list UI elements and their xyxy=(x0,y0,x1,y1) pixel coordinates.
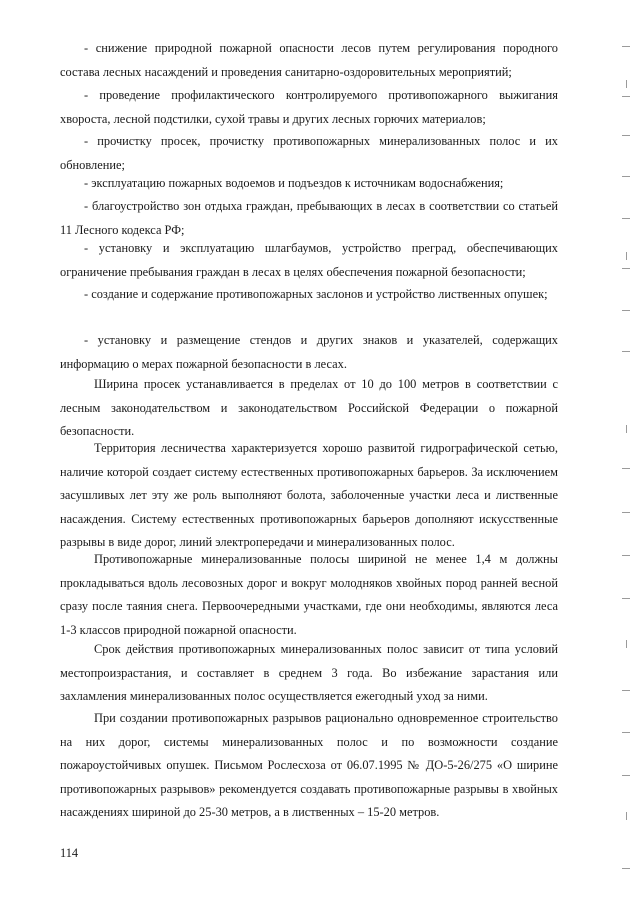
list-item: - прочистку просек, прочистку противопожарных минерализованных полос и их обновление; xyxy=(60,134,558,172)
page-number: 114 xyxy=(60,846,79,860)
paragraph: Территория лесничества характеризуется хорошо развитой гидрографической сетью, наличие которой создает систему естественных противопожарных барьеров. За исключением засушливых лет эту же роль выполняют болота, заболоченные участки леса и лиственные насаждения. Систему естественных противопожарных барьеров дополняют искусственные разрывы в виде дорог, линий электропередачи и минерализованных полос. xyxy=(60,441,558,550)
paragraph: Ширина просек устанавливается в пределах от 10 до 100 метров в соответствии с лесным законодательством и законодательством Российской Федерации о пожарной безопасности. xyxy=(60,377,558,439)
list-item: - создание и содержание противопожарных заслонов и устройство лиственных опушек; xyxy=(84,287,548,301)
list-item: - благоустройство зон отдыха граждан, пребывающих в лесах в соответствии со статьей 11 Лесного кодекса РФ; xyxy=(60,199,558,237)
paragraph: Противопожарные минерализованные полосы шириной не менее 1,4 м должны прокладываться вдоль лесовозных дорог и вокруг молодняков хвойных пород ранней весной сразу после таяния снега. Первоочередными участками, где они необходимы, являются леса 1-3 классов природной пожарной опасности. xyxy=(60,552,558,637)
list-item: - установку и эксплуатацию шлагбаумов, устройство преград, обеспечивающих ограничение пребывания граждан в лесах в целях обеспечения пожарной безопасности; xyxy=(60,241,558,279)
list-item: - эксплуатацию пожарных водоемов и подъездов к источникам водоснабжения; xyxy=(84,176,504,190)
list-item: - установку и размещение стендов и других знаков и указателей, содержащих информацию о мерах пожарной безопасности в лесах. xyxy=(60,333,558,371)
paragraph: При создании противопожарных разрывов рационально одновременное строительство на них дорог, системы минерализованных полос и по возможности создание пожароустойчивых опушек. Письмом Рослесхоза от 06.07.1995 № ДО-5-26/275 «О ширине противопожарных разрывов» рекомендуется создавать противопожарные разрывы в хвойных насаждениях шириной до 25-30 метров, а в лиственных – 15-20 метров. xyxy=(60,711,558,820)
list-item: - снижение природной пожарной опасности лесов путем регулирования породного состава лесных насаждений и проведения санитарно-оздоровительных мероприятий; xyxy=(60,41,558,79)
scan-margin-marks xyxy=(600,0,640,905)
list-item: - проведение профилактического контролируемого противопожарного выжигания хвороста, лесной подстилки, сухой травы и других лесных горючих материалов; xyxy=(60,88,558,126)
paragraph: Срок действия противопожарных минерализованных полос зависит от типа условий местопроизрастания, и составляет в среднем 3 года. Во избежание зарастания или захламления минерализованных полос осуществляется ежегодный уход за ними. xyxy=(60,642,558,704)
